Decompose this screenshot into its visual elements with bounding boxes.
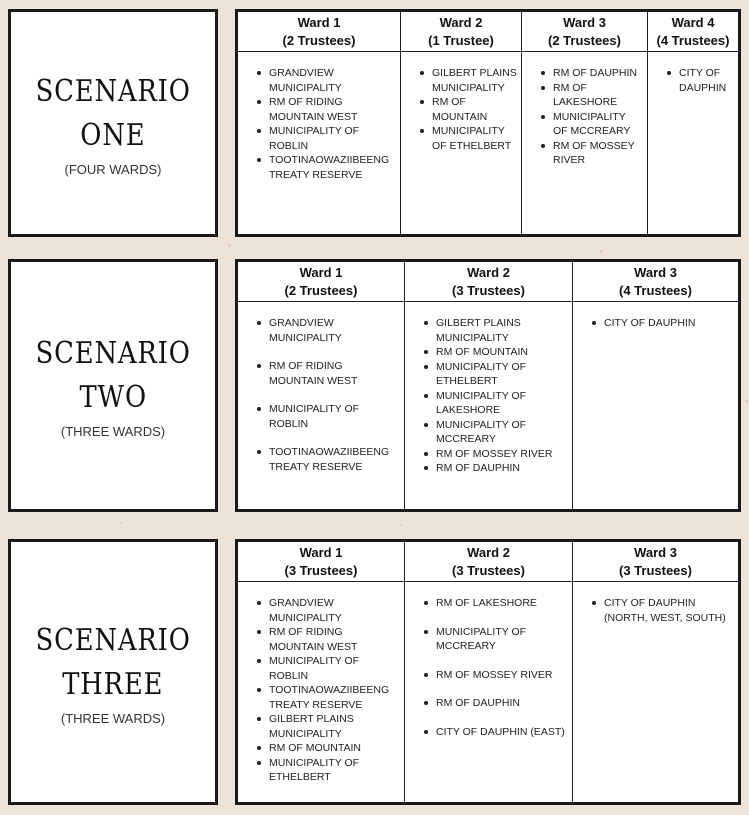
ward-trustees: (2 Trustees)	[284, 283, 358, 298]
scenario-label-box	[8, 259, 218, 512]
ward-name: Ward 3	[563, 15, 606, 30]
background-speckle	[745, 400, 748, 403]
ward-column	[405, 262, 573, 509]
ward-name: Ward 2	[467, 265, 510, 280]
ward-name: Ward 3	[634, 545, 677, 560]
background-speckle	[600, 250, 603, 253]
list-item: TOOTINAOWAZIIBEENG TREATY RESERVE	[269, 683, 400, 712]
list-item: MUNICIPALITY OF MCCREARY	[436, 625, 568, 654]
scenario-title-line2: THREE	[62, 666, 164, 702]
ward-trustees: (3 Trustees)	[284, 563, 358, 578]
scenario-title-line2: ONE	[80, 117, 146, 153]
ward-trustees: (2 Trustees)	[282, 33, 356, 48]
list-item: MUNICIPALITY OF ROBLIN	[269, 124, 396, 153]
list-item: RM OF LAKESHORE	[436, 596, 568, 611]
ward-table	[235, 539, 741, 805]
scenario-label-box	[8, 9, 218, 237]
ward-header	[405, 542, 572, 582]
ward-name: Ward 2	[439, 15, 483, 30]
ward-header	[648, 12, 738, 52]
background-speckle	[120, 522, 122, 524]
list-item: RM OF DAUPHIN	[553, 66, 643, 81]
ward-municipality-list	[238, 582, 404, 785]
list-item: RM OF RIDING MOUNTAIN WEST	[269, 625, 400, 654]
ward-column	[238, 542, 405, 802]
ward-trustees: (2 Trustees)	[548, 33, 621, 48]
list-item: CITY OF DAUPHIN (EAST)	[436, 725, 568, 740]
list-item: CITY OF DAUPHIN	[604, 316, 734, 331]
scenario-title-line2: TWO	[79, 380, 147, 415]
ward-column	[238, 262, 405, 509]
ward-table	[235, 259, 741, 512]
ward-column	[522, 12, 648, 234]
ward-municipality-list	[405, 302, 572, 476]
ward-header	[238, 12, 400, 52]
list-item: RM OF DAUPHIN	[436, 696, 568, 711]
scenario-title-line1: SCENARIO	[35, 336, 191, 371]
list-item: MUNICIPALITY OF ETHELBERT	[432, 124, 517, 153]
list-item: TOOTINAOWAZIIBEENG TREATY RESERVE	[269, 153, 396, 182]
ward-name: Ward 1	[299, 265, 343, 280]
list-item: RM OF RIDING MOUNTAIN WEST	[269, 95, 396, 124]
ward-trustees: (3 Trustees)	[452, 283, 525, 298]
ward-municipality-list	[401, 52, 521, 153]
list-item: CITY OF DAUPHIN (NORTH, WEST, SOUTH)	[604, 596, 734, 625]
ward-name: Ward 1	[297, 15, 341, 30]
ward-municipality-list	[573, 302, 738, 331]
ward-trustees: (4 Trustees)	[619, 283, 692, 298]
ward-column	[401, 12, 522, 234]
scenario-subtitle: (THREE WARDS)	[60, 710, 166, 726]
ward-name: Ward 4	[671, 15, 715, 30]
ward-header	[238, 262, 404, 302]
list-item: GRANDVIEW MUNICIPALITY	[269, 596, 400, 625]
ward-name: Ward 3	[634, 265, 677, 280]
ward-trustees: (3 Trustees)	[619, 563, 692, 578]
list-item: MUNICIPALITY OF MCCREARY	[553, 110, 643, 139]
ward-name: Ward 2	[467, 545, 510, 560]
list-item: RM OF RIDING MOUNTAIN WEST	[269, 359, 400, 388]
list-item: MUNICIPALITY OF ETHELBERT	[436, 360, 568, 389]
scenario-subtitle: (FOUR WARDS)	[64, 161, 162, 177]
ward-municipality-list	[405, 582, 572, 739]
ward-column	[573, 262, 738, 509]
list-item: GRANDVIEW MUNICIPALITY	[269, 316, 400, 345]
list-item: RM OF MOUNTAIN	[432, 95, 517, 124]
list-item: RM OF MOSSEY RIVER	[436, 447, 568, 462]
background-speckle	[228, 244, 231, 247]
scenario-two	[8, 259, 741, 512]
list-item: MUNICIPALITY OF MCCREARY	[436, 418, 568, 447]
scenario-title-line1: SCENARIO	[35, 73, 191, 109]
list-item: GILBERT PLAINS MUNICIPALITY	[269, 712, 400, 741]
scenario-title-line1: SCENARIO	[35, 622, 191, 658]
list-item: GILBERT PLAINS MUNICIPALITY	[436, 316, 568, 345]
ward-header	[238, 542, 404, 582]
ward-municipality-list	[573, 582, 738, 625]
list-item: GRANDVIEW MUNICIPALITY	[269, 66, 396, 95]
ward-header	[522, 12, 647, 52]
ward-column	[405, 542, 573, 802]
list-item: RM OF MOSSEY RIVER	[436, 668, 568, 683]
ward-header	[401, 12, 521, 52]
scenario-label-box	[8, 539, 218, 805]
ward-header	[573, 542, 738, 582]
ward-header	[405, 262, 572, 302]
list-item: RM OF MOUNTAIN	[436, 345, 568, 360]
list-item: GILBERT PLAINS MUNICIPALITY	[432, 67, 517, 94]
list-item: RM OF MOUNTAIN	[269, 741, 400, 756]
ward-trustees: (1 Trustee)	[428, 33, 494, 48]
ward-trustees: (4 Trustees)	[656, 33, 730, 48]
scenario-three	[8, 539, 741, 805]
ward-header	[573, 262, 738, 302]
ward-column	[648, 12, 738, 234]
list-item: MUNICIPALITY OF ETHELBERT	[269, 756, 400, 785]
list-item: MUNICIPALITY OF ROBLIN	[269, 654, 400, 683]
scenario-one	[8, 9, 741, 237]
ward-municipality-list	[238, 302, 404, 474]
list-item: RM OF MOSSEY RIVER	[553, 139, 643, 168]
ward-table	[235, 9, 741, 237]
background-speckle	[400, 524, 402, 526]
ward-column	[238, 12, 401, 234]
list-item: MUNICIPALITY OF ROBLIN	[269, 402, 400, 431]
ward-municipality-list	[648, 52, 738, 95]
ward-trustees: (3 Trustees)	[452, 563, 525, 578]
list-item: RM OF LAKESHORE	[553, 81, 643, 110]
ward-municipality-list	[238, 52, 400, 182]
list-item: MUNICIPALITY OF LAKESHORE	[436, 389, 568, 418]
ward-name: Ward 1	[299, 545, 343, 560]
ward-municipality-list	[522, 52, 647, 168]
ward-column	[573, 542, 738, 802]
scenario-subtitle: (THREE WARDS)	[60, 424, 166, 439]
list-item: TOOTINAOWAZIIBEENG TREATY RESERVE	[269, 445, 400, 474]
list-item: RM OF DAUPHIN	[436, 461, 568, 476]
list-item: CITY OF DAUPHIN	[679, 66, 734, 95]
